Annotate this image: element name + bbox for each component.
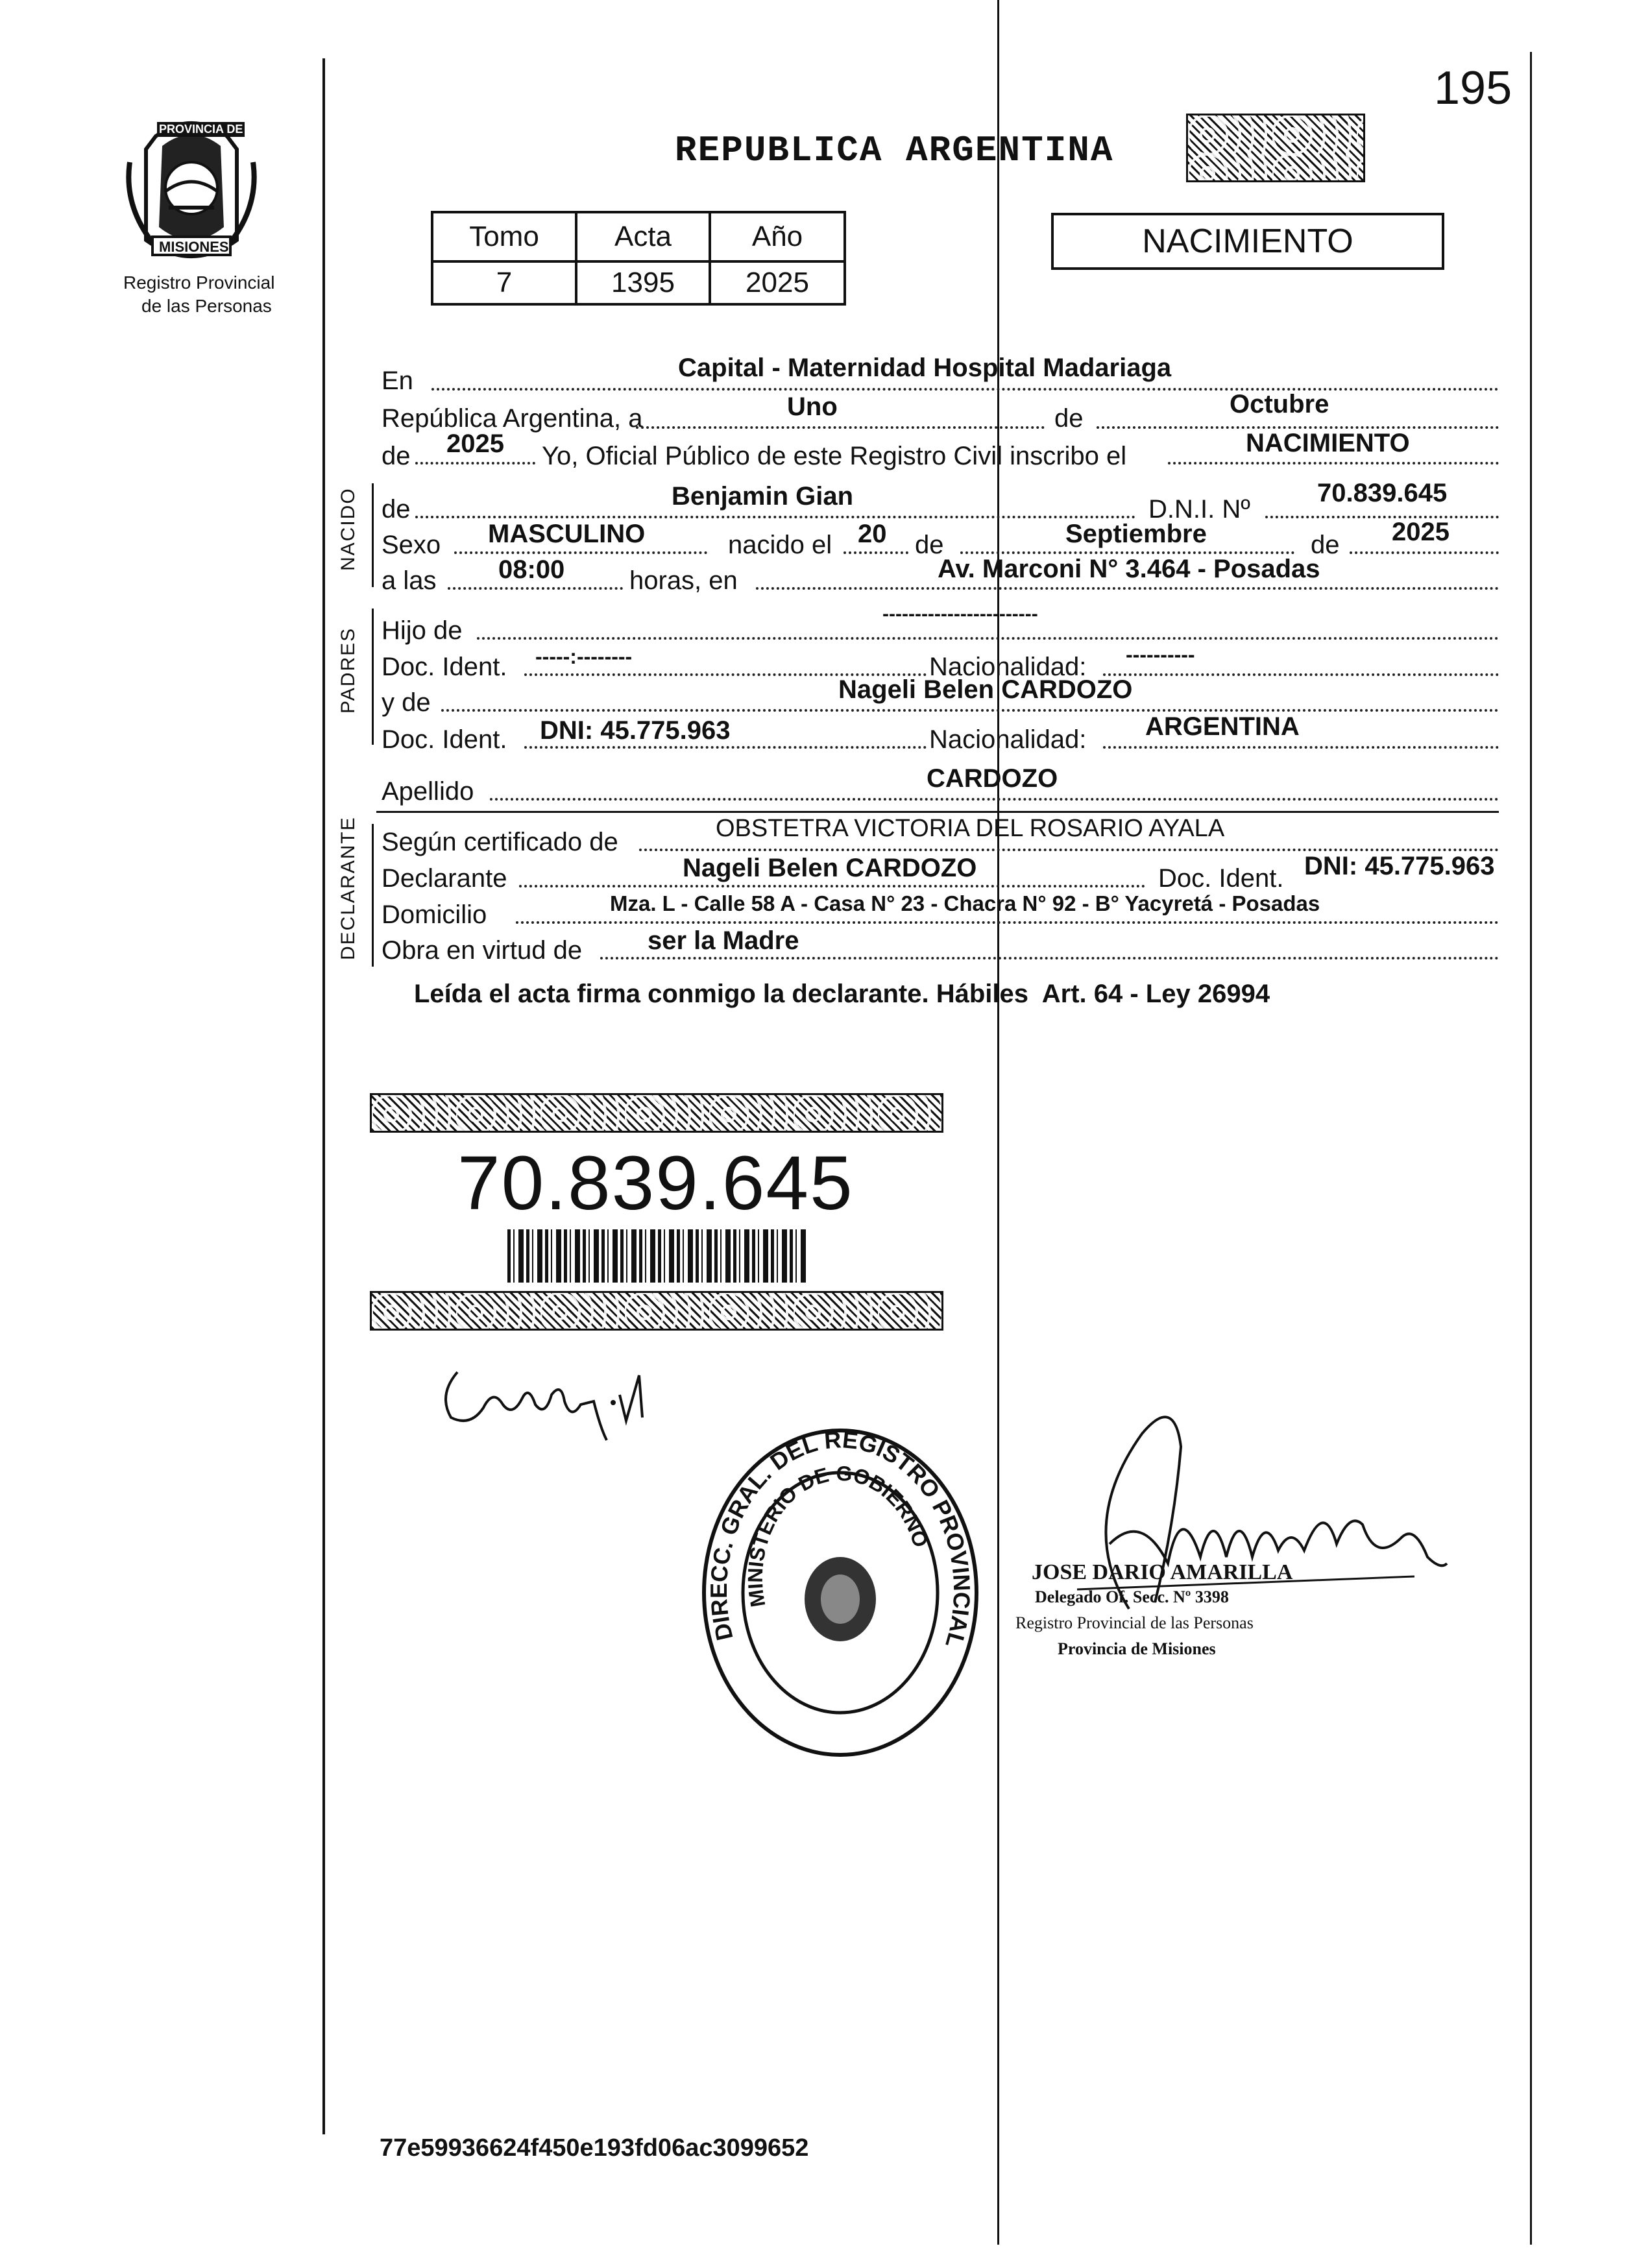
nac2-value: ARGENTINA bbox=[1145, 712, 1300, 741]
inscribo-line bbox=[1168, 462, 1499, 464]
de5-label: de bbox=[1311, 531, 1340, 559]
nac1-line bbox=[1103, 673, 1499, 676]
domicilio-line bbox=[516, 921, 1499, 924]
svg-text:MINISTERIO DE GOBIERNO: MINISTERIO DE GOBIERNO bbox=[743, 1461, 933, 1609]
table-header-tomo: Tomo bbox=[432, 212, 576, 261]
anio-value: 2025 bbox=[446, 429, 504, 458]
de-label: de bbox=[1054, 404, 1084, 433]
doc1-label: Doc. Ident. bbox=[382, 653, 507, 681]
document-hash: 77e59936624f450e193fd06ac3099652 bbox=[380, 2134, 809, 2162]
official-line2: Delegado Of. Secc. Nº 3398 bbox=[1035, 1587, 1229, 1606]
seal-icon bbox=[694, 1424, 986, 1761]
emblem-bottom-text: MISIONES bbox=[159, 239, 229, 255]
nac1-value: ---------- bbox=[1126, 643, 1195, 666]
dni-line bbox=[1265, 516, 1499, 518]
docdecl-label: Doc. Ident. bbox=[1158, 864, 1284, 893]
nacido-label: nacido el bbox=[728, 531, 832, 559]
table-header-anio: Año bbox=[710, 212, 845, 261]
declarante-line bbox=[519, 885, 1145, 887]
hora-value: 08:00 bbox=[498, 555, 565, 584]
record-table bbox=[431, 211, 846, 306]
doc-type-label: NACIMIENTO bbox=[1142, 223, 1353, 260]
sexo-value: MASCULINO bbox=[488, 520, 646, 548]
docdecl-value: DNI: 45.775.963 bbox=[1304, 852, 1495, 880]
nacido-bracket bbox=[372, 483, 374, 587]
padres-side-label: PADRES bbox=[337, 627, 359, 714]
madre-line bbox=[441, 709, 1499, 712]
official-line3: Registro Provincial de las Personas bbox=[1015, 1613, 1254, 1632]
lugar-value: Av. Marconi N° 3.464 - Posadas bbox=[938, 555, 1320, 583]
dia-line bbox=[636, 426, 1045, 429]
nac1-label: Nacionalidad: bbox=[929, 653, 1087, 681]
inscribo-value: NACIMIENTO bbox=[1246, 429, 1410, 457]
alas-label: a las bbox=[382, 566, 437, 595]
de3-label: de bbox=[382, 495, 411, 524]
segun-line bbox=[639, 849, 1499, 851]
nac-dia-line bbox=[843, 551, 908, 554]
lugar-line bbox=[756, 587, 1499, 590]
doc2-line bbox=[524, 746, 927, 749]
official-line4: Provincia de Misiones bbox=[1058, 1639, 1216, 1658]
province-logo bbox=[117, 110, 266, 272]
oficial-text: Yo, Oficial Público de este Registro Civil inscribo el bbox=[542, 442, 1127, 470]
declarant-signature bbox=[431, 1356, 652, 1447]
hijo-line bbox=[477, 637, 1499, 640]
handwritten-signature-icon bbox=[431, 1356, 652, 1447]
id-pattern-bottom bbox=[370, 1291, 943, 1331]
right-margin-line bbox=[1530, 52, 1532, 2245]
apellido-line bbox=[490, 798, 1499, 801]
dni-value: 70.839.645 bbox=[1317, 479, 1448, 507]
nac2-line bbox=[1103, 746, 1499, 749]
security-hologram bbox=[1186, 114, 1365, 182]
sexo-label: Sexo bbox=[382, 531, 441, 559]
segun-value: OBSTETRA VICTORIA DEL ROSARIO AYALA bbox=[716, 815, 1225, 842]
doc1-value: -----:-------- bbox=[535, 645, 633, 668]
sexo-line bbox=[454, 551, 707, 554]
declarante-bracket bbox=[372, 824, 374, 967]
en-label: En bbox=[382, 367, 413, 395]
center-fold-line bbox=[997, 0, 999, 2245]
closing-statement: Leída el acta firma conmigo la declarante. Hábiles Art. 64 - Ley 26994 bbox=[414, 980, 1270, 1008]
hijo-value: ------------------------ bbox=[882, 603, 1038, 625]
segun-label: Según certificado de bbox=[382, 828, 618, 856]
apellido-rule bbox=[376, 811, 1499, 813]
doc2-label: Doc. Ident. bbox=[382, 725, 507, 754]
madre-value: Nageli Belen CARDOZO bbox=[838, 675, 1133, 704]
table-header-acta: Acta bbox=[576, 212, 710, 261]
logo-caption-1: Registro Provincial bbox=[123, 272, 275, 293]
domicilio-label: Domicilio bbox=[382, 900, 487, 929]
country-title: REPUBLICA ARGENTINA bbox=[675, 130, 1114, 171]
domicilio-value: Mza. L - Calle 58 A - Casa N° 23 - Chacra N° 92 - B° Yacyretá - Posadas bbox=[610, 891, 1320, 915]
nac2-label: Nacionalidad: bbox=[929, 725, 1087, 754]
hora-line bbox=[448, 587, 623, 590]
nac-anio-value: 2025 bbox=[1392, 518, 1450, 546]
declarante-value: Nageli Belen CARDOZO bbox=[683, 854, 977, 882]
apellido-value: CARDOZO bbox=[927, 764, 1058, 793]
svg-text:DIRECC. GRAL. DEL REGISTRO PRO: DIRECC. GRAL. DEL REGISTRO PROVINCIAL bbox=[705, 1426, 976, 1651]
official-seal bbox=[694, 1424, 986, 1761]
apellido-label: Apellido bbox=[382, 777, 474, 806]
page-number: 195 bbox=[1434, 62, 1512, 114]
doc-type-box bbox=[1051, 213, 1444, 270]
obra-value: ser la Madre bbox=[648, 926, 799, 955]
de2-label: de bbox=[382, 442, 411, 470]
left-margin-line bbox=[322, 58, 325, 2134]
obra-label: Obra en virtud de bbox=[382, 936, 583, 965]
declarante-side-label: DECLARANTE bbox=[337, 816, 359, 960]
anio-line bbox=[415, 462, 535, 464]
official-name: JOSE DARIO AMARILLA bbox=[1032, 1560, 1293, 1584]
horas-label: horas, en bbox=[629, 566, 738, 595]
doc2-value: DNI: 45.775.963 bbox=[540, 716, 731, 745]
id-barcode bbox=[507, 1229, 806, 1283]
mes-value: Octubre bbox=[1230, 390, 1329, 418]
nac-anio-line bbox=[1350, 551, 1499, 554]
id-number: 70.839.645 bbox=[457, 1140, 854, 1226]
rep-label: República Argentina, a bbox=[382, 404, 643, 433]
declarante-label: Declarante bbox=[382, 864, 507, 893]
nac-dia-value: 20 bbox=[858, 520, 887, 548]
nacido-side-label: NACIDO bbox=[337, 487, 359, 571]
de4-label: de bbox=[915, 531, 944, 559]
hijo-label: Hijo de bbox=[382, 616, 463, 645]
id-pattern-top bbox=[370, 1093, 943, 1133]
table-value-acta: 1395 bbox=[576, 261, 710, 304]
dia-value: Uno bbox=[787, 392, 838, 421]
nombre-value: Benjamin Gian bbox=[672, 482, 854, 511]
table-value-anio: 2025 bbox=[710, 261, 845, 304]
yde-label: y de bbox=[382, 688, 431, 717]
padres-bracket bbox=[372, 609, 374, 745]
nac-mes-value: Septiembre bbox=[1065, 520, 1207, 548]
en-value: Capital - Maternidad Hospital Madariaga bbox=[678, 354, 1172, 382]
nac-mes-line bbox=[960, 551, 1294, 554]
emblem-top-text: PROVINCIA DE bbox=[157, 122, 245, 137]
obra-line bbox=[600, 957, 1499, 959]
en-line bbox=[431, 388, 1499, 391]
table-value-tomo: 7 bbox=[432, 261, 576, 304]
logo-caption-2: de las Personas bbox=[141, 296, 272, 316]
dni-label: D.N.I. Nº bbox=[1148, 495, 1250, 524]
nombre-line bbox=[415, 516, 1135, 518]
